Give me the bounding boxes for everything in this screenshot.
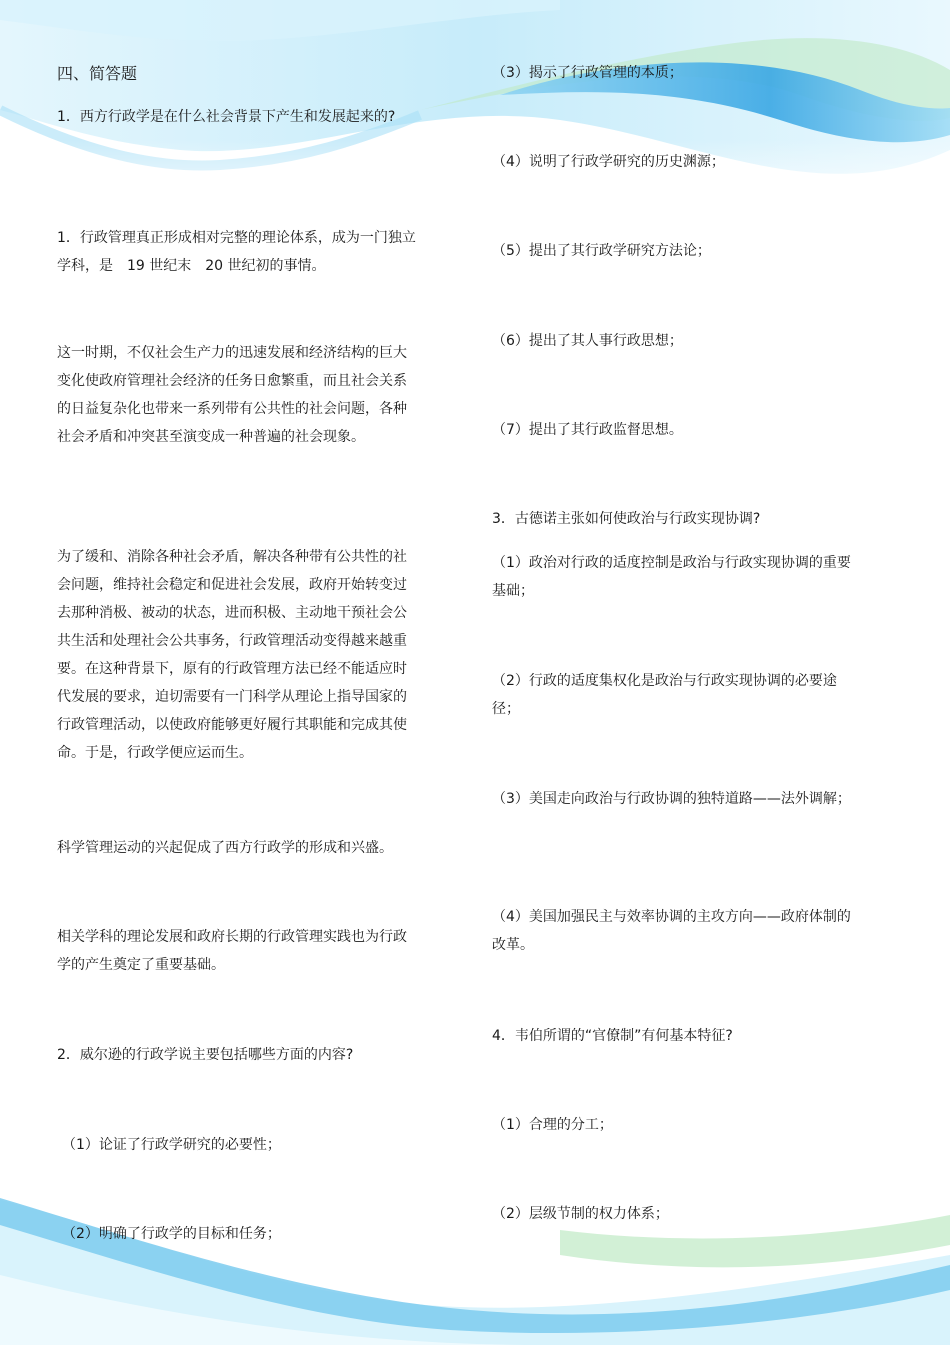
answer-1-paragraph-5: 相关学科的理论发展和政府长期的行政管理实践也为行政学的产生奠定了重要基础。 <box>57 929 407 973</box>
answer-4-item-2: （2）层级节制的权力体系； <box>492 1206 669 1222</box>
answer-3-item-3: （3）美国走向政治与行政协调的独特道路——法外调解； <box>492 791 851 807</box>
answer-1-paragraph-1: 1．行政管理真正形成相对完整的理论体系，成为一门独立学科，是 19 世纪末 20 世纪初的事情。 <box>57 230 416 274</box>
question-1: 1．西方行政学是在什么社会背景下产生和发展起来的? <box>57 109 396 125</box>
answer-2-item-3: （3）揭示了行政管理的本质； <box>492 65 683 81</box>
question-4: 4．韦伯所谓的“官僚制”有何基本特征? <box>492 1028 733 1044</box>
answer-1-paragraph-2: 这一时期，不仅社会生产力的迅速发展和经济结构的巨大变化使政府管理社会经济的任务日愈繁重，而且社会关系的日益复杂化也带来一系列带有公共性的社会问题，各种社会矛盾和冲突甚至演变成一种普遍的社会现象。 <box>57 345 407 445</box>
answer-2-item-4: （4）说明了行政学研究的历史渊源； <box>492 154 725 170</box>
section-heading: 四、简答题 <box>57 64 138 83</box>
answer-3-item-2: （2）行政的适度集权化是政治与行政实现协调的必要途径； <box>492 673 837 717</box>
answer-1-paragraph-4: 科学管理运动的兴起促成了西方行政学的形成和兴盛。 <box>57 840 393 856</box>
question-2: 2．威尔逊的行政学说主要包括哪些方面的内容? <box>57 1047 354 1063</box>
answer-2-item-2: （2）明确了行政学的目标和任务； <box>62 1226 281 1242</box>
answer-3-item-1: （1）政治对行政的适度控制是政治与行政实现协调的重要基础； <box>492 555 851 599</box>
answer-2-item-1: （1）论证了行政学研究的必要性； <box>62 1137 281 1153</box>
question-3: 3．古德诺主张如何使政治与行政实现协调? <box>492 511 761 527</box>
answer-2-item-7: （7）提出了其行政监督思想。 <box>492 422 683 438</box>
answer-2-item-5: （5）提出了其行政学研究方法论； <box>492 243 711 259</box>
answer-4-item-1: （1）合理的分工； <box>492 1117 613 1133</box>
answer-2-item-6: （6）提出了其人事行政思想； <box>492 333 683 349</box>
answer-1-paragraph-3: 为了缓和、消除各种社会矛盾，解决各种带有公共性的社会问题，维持社会稳定和促进社会发展，政府开始转变过去那种消极、被动的状态，进而积极、主动地干预社会公共生活和处理社会公共事务，行政管理活动变得越来越重要。在这种背景下，原有的行政管理方法已经不能适应时代发展的要求，迫切需要有一门科学从理论上指导国家的行政管理活动，以使政府能够更好履行其职能和完成其使命。于是，行政学便应运而生。 <box>57 549 407 761</box>
answer-3-item-4: （4）美国加强民主与效率协调的主攻方向——政府体制的改革。 <box>492 909 851 953</box>
